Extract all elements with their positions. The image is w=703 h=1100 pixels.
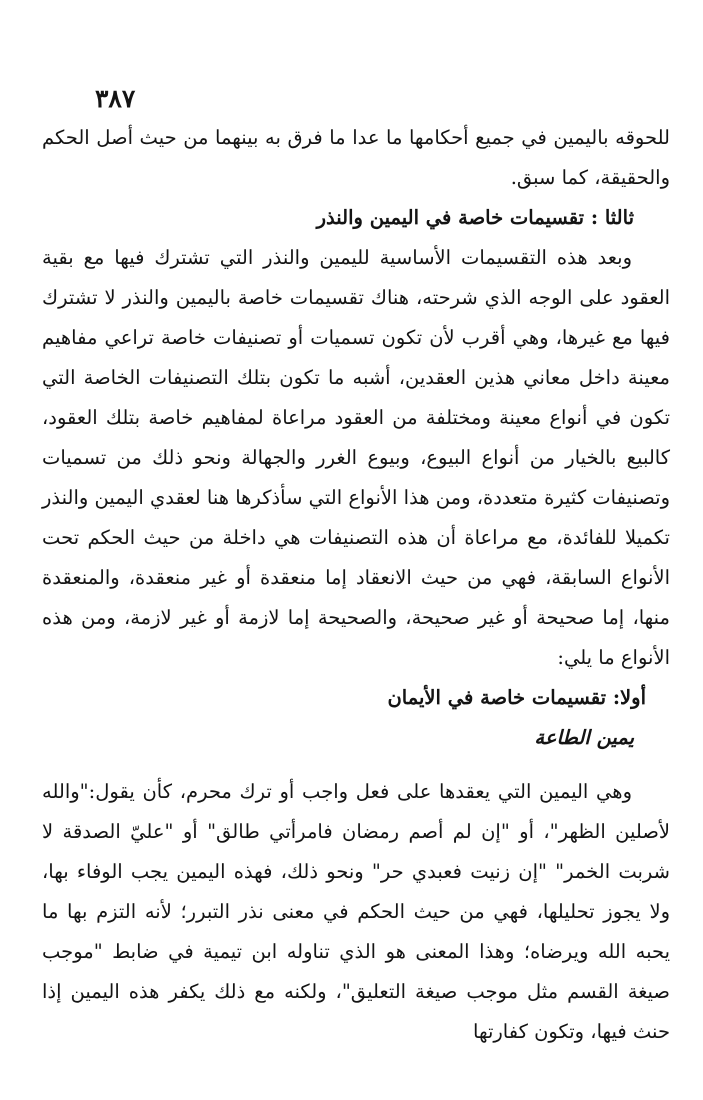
paragraph-continuation: للحوقه باليمين في جميع أحكامها ما عدا ما فرق به بينهما من حيث أصل الحكم والحقيقة، كما سبق. (42, 126, 670, 189)
paragraph-gap (42, 758, 670, 772)
subheading-oath-of-obedience: يمين الطاعة (534, 726, 634, 749)
paragraph-oath-of-obedience: وهي اليمين التي يعقدها على فعل واجب أو ترك محرم، كأن يقول:"والله لأصلين الظهر"، أو "إن لم أصم رمضان فامرأتي طالق" أو "عليّ الصدقة لا شربت الخمر" "إن زنيت فعبدي حر" ونحو ذلك، فهذه اليمين يجب الوفاء بها، ولا يجوز تحليلها، فهي من حيث الحكم في معنى نذر التبرر؛ لأنه التزم بها ما يحبه الله ويرضاه؛ وهذا المعنى هو الذي تناوله ابن تيمية في ضابط "موجب صيغة القسم مثل موجب صيغة التعليق"، ولكنه مع ذلك يكفر هذه اليمين إذا حنث فيها، وتكون كفارتها (42, 780, 670, 1043)
page-body (42, 118, 670, 1052)
section-heading-third: ثالثا : تقسيمات خاصة في اليمين والنذر (316, 206, 634, 229)
paragraph-special-divisions: وبعد هذه التقسيمات الأساسية لليمين والنذر التي تشترك فيها مع بقية العقود على الوجه الذي شرحته، هناك تقسيمات خاصة باليمين والنذر لا تشترك فيها مع غيرها، وهي أقرب لأن تكون تسميات أو تصنيفات خاصة تراعي مفاهيم معينة داخل معاني هذين العقدين، أشبه ما تكون بتلك التصنيفات الخاصة التي تكون في أنواع معينة ومختلفة من العقود مراعاة لمفاهيم خاصة بتلك العقود، كالبيع بالخيار من أنواع البيوع، وبيوع الغرر والجهالة ونحو ذلك من تسميات وتصنيفات كثيرة متعددة، ومن هذا الأنواع التي سأذكرها هنا لعقدي اليمين والنذر تكميلا للفائدة، مع مراعاة أن هذه التصنيفات هي داخلة من حيث الحكم تحت الأنواع السابقة، فهي من حيث الانعقاد إما منعقدة أو غير منعقدة، والمنعقدة منها، إما صحيحة أو غير صحيحة، والصحيحة إما لازمة أو غير لازمة، ومن هذه الأنواع ما يلي: (42, 246, 670, 669)
section-heading-first: أولا: تقسيمات خاصة في الأيمان (387, 686, 646, 709)
page-number: ٣٨٧ (95, 84, 136, 113)
